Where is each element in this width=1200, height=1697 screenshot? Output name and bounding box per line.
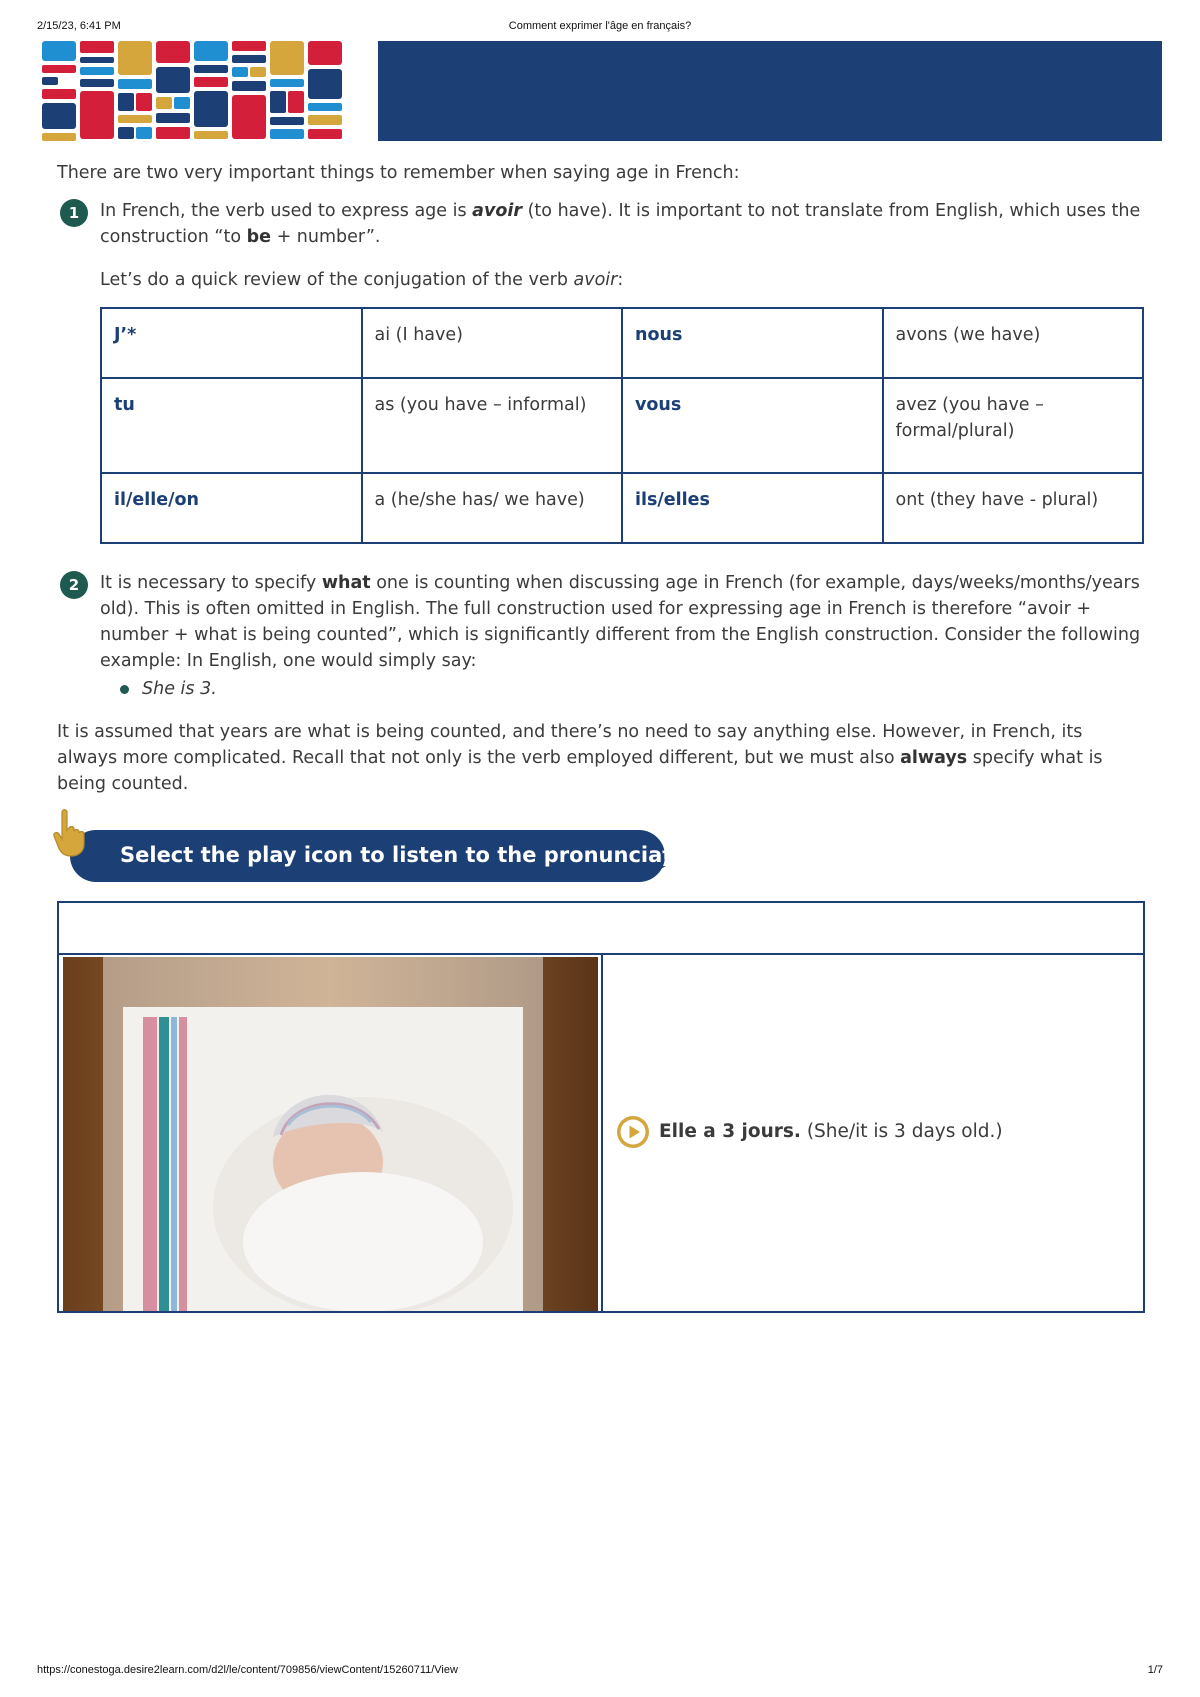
conjugation-intro: [100, 267, 1147, 293]
pronoun-cell: vous: [622, 378, 883, 473]
form-cell: as (you have – informal): [362, 378, 623, 473]
step-1-be: be: [246, 227, 271, 247]
pronunciation-caption: [659, 1118, 1003, 1146]
step-1-text: [100, 198, 1147, 250]
table-row: [101, 378, 1143, 473]
form-cell: ai (I have): [362, 308, 623, 378]
play-icon[interactable]: [617, 1116, 649, 1148]
list-item: [120, 676, 1147, 702]
conjugation-table: [100, 307, 1144, 544]
form-cell: a (he/she has/ we have): [362, 473, 623, 543]
step-2-text: [100, 570, 1147, 674]
form-cell: avez (you have – formal/plural): [883, 378, 1144, 473]
closing-paragraph: [57, 719, 1147, 797]
print-page-number: 1/7: [1147, 1664, 1163, 1676]
pronoun-cell: il/elle/on: [101, 473, 362, 543]
print-date: 2/15/23, 6:41 PM: [37, 20, 121, 32]
step-2: [57, 570, 1147, 702]
course-banner: [42, 41, 1162, 141]
step-1: [57, 198, 1147, 544]
caption-french: Elle a 3 jours.: [659, 1121, 801, 1142]
pronoun-cell: nous: [622, 308, 883, 378]
conjugation-intro-colon: :: [617, 270, 624, 290]
step-2-text-b: one is counting when discussing age in French (for example, days/weeks/months/years old). This is often omitted in English. The full construction used for expressing age in French is therefore “avoir + number + what is being counted”, which is significantly different from the English construction. Consider the following example: In English, one would simply say:: [100, 573, 1141, 671]
step-2-badge: 2: [60, 571, 88, 599]
closing-text-a: It is assumed that years are what is being counted, and there’s no need to say anything else. However, in French, its always more complicated. Recall that not only is the verb employed different, but we must also: [57, 722, 1083, 768]
step-1-badge: 1: [60, 199, 88, 227]
intro-text: There are two very important things to remember when saying age in French:: [57, 163, 740, 183]
table-row: [101, 308, 1143, 378]
print-page-title: Comment exprimer l'âge en français?: [508, 20, 692, 32]
example-list: [120, 676, 1147, 702]
callout-text: Select the play icon to listen to the pronunciation.: [120, 843, 717, 867]
bullet-dot-icon: [120, 685, 129, 694]
pronoun-cell: tu: [101, 378, 362, 473]
step-2-text-a: It is necessary to specify: [100, 573, 322, 593]
pointing-hand-icon: [52, 808, 92, 858]
step-1-text-b: (to have). It is important to not translate from English, which uses the construction “to: [100, 201, 1141, 247]
pronoun-cell: ils/elles: [622, 473, 883, 543]
banner-bar: [378, 41, 1162, 141]
caption-english: (She/it is 3 days old.): [800, 1121, 1003, 1142]
pronunciation-media-box: [57, 901, 1145, 1313]
banner-pattern: [42, 41, 362, 141]
closing-text-b: specify what is being counted.: [57, 748, 1103, 794]
step-1-text-c: + number”.: [271, 227, 381, 247]
table-row: [101, 473, 1143, 543]
conjugation-intro-verb: avoir: [573, 270, 618, 290]
step-1-verb: avoir: [472, 201, 523, 221]
form-cell: avons (we have): [883, 308, 1144, 378]
step-1-text-a: In French, the verb used to express age is: [100, 201, 473, 221]
media-divider: [601, 955, 603, 1311]
closing-always: always: [900, 748, 968, 768]
conjugation-intro-a: Let’s do a quick review of the conjugation of the verb: [100, 270, 574, 290]
pronoun-cell: J’*: [101, 308, 362, 378]
form-cell: ont (they have - plural): [883, 473, 1144, 543]
newborn-baby-photo: [63, 957, 598, 1311]
lesson-content: [57, 160, 1147, 797]
print-footer: [37, 1664, 1163, 1680]
step-2-what: what: [321, 573, 371, 593]
print-header: [37, 20, 1163, 36]
media-header-row: [59, 903, 1143, 955]
print-url: https://conestoga.desire2learn.com/d2l/le/content/709856/viewContent/15260711/View: [37, 1664, 458, 1676]
callout-tail: [648, 866, 666, 876]
pronunciation-callout: [52, 808, 717, 890]
example-text: She is 3.: [142, 679, 217, 699]
callout-bubble: [70, 830, 717, 882]
